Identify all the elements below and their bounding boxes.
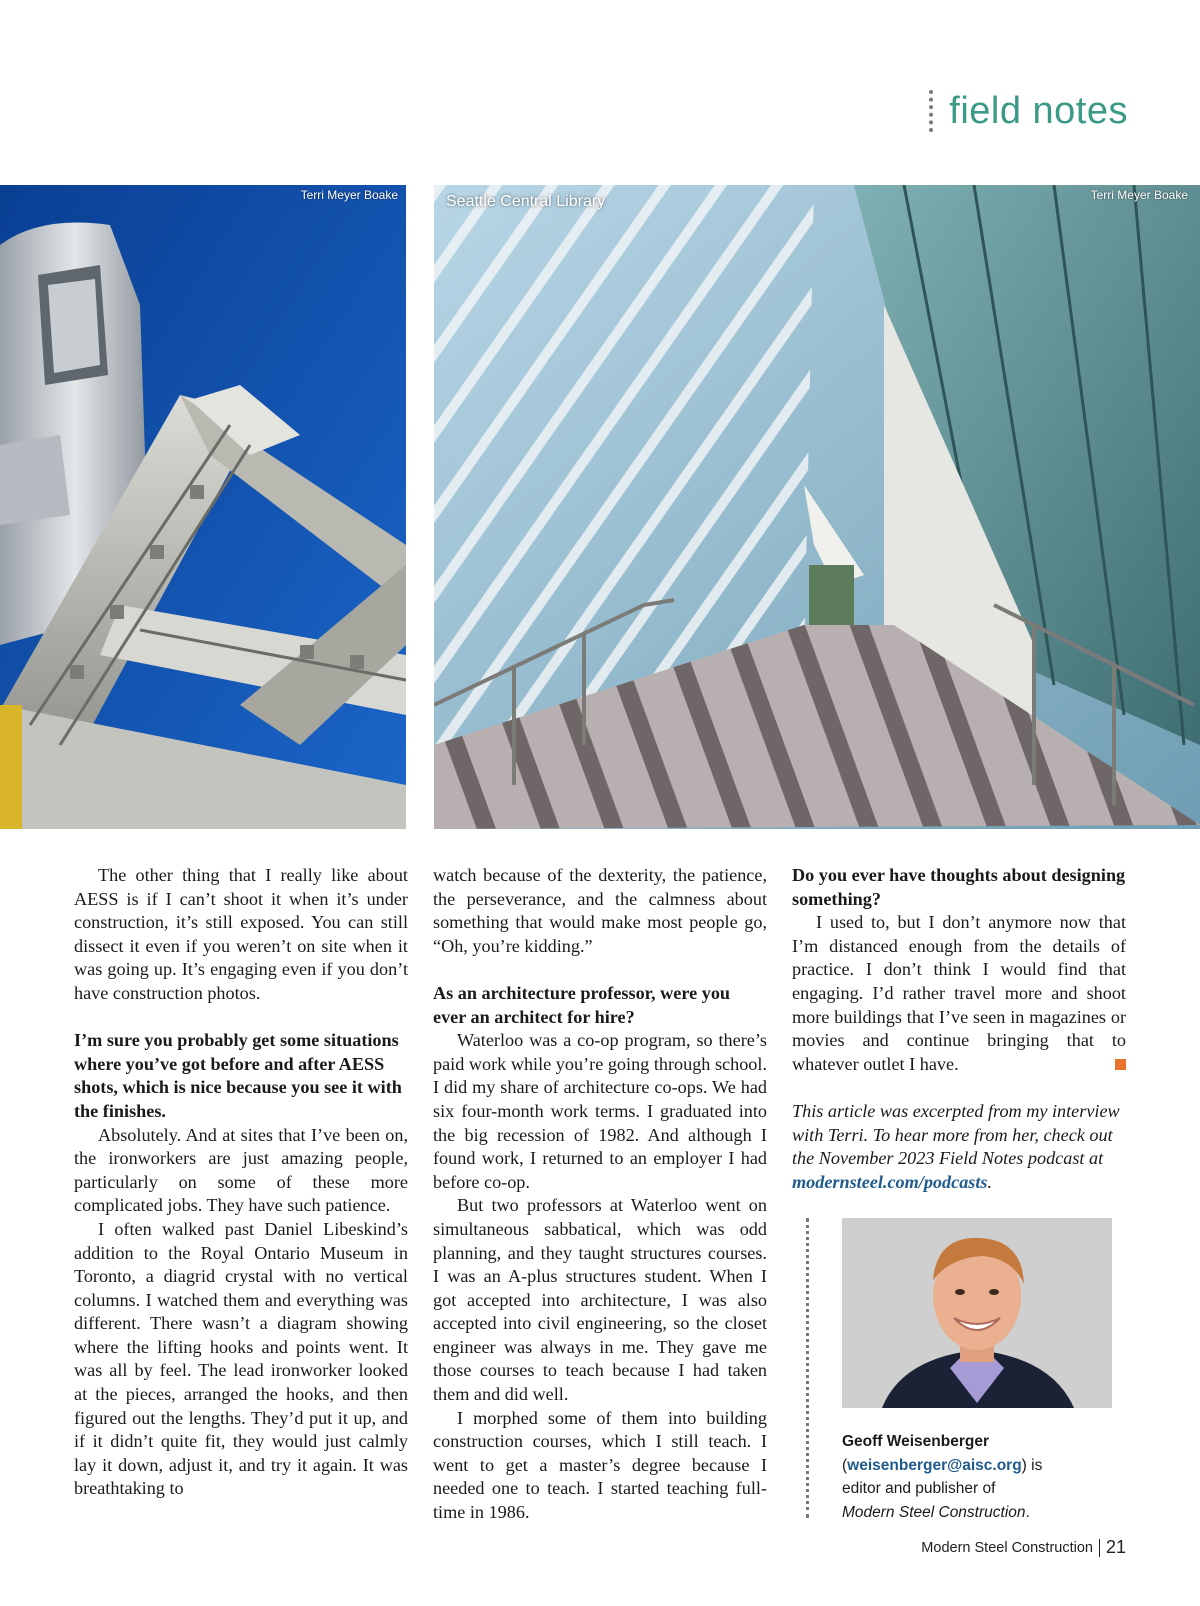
steel-structure-image — [0, 185, 406, 829]
paragraph: Absolutely. And at sites that I’ve been on, the ironworkers are just amazing people, particularly on some of these more complicated jobs. They have such patience. — [74, 1124, 408, 1216]
magazine-name: Modern Steel Construction — [921, 1539, 1093, 1556]
paragraph — [792, 911, 1126, 1076]
page-number: 21 — [1105, 1537, 1126, 1557]
left-photo — [0, 185, 406, 829]
photo-credit: Terri Meyer Boake — [300, 188, 398, 202]
right-photo — [434, 185, 1200, 829]
end-of-article-mark — [1115, 1059, 1126, 1070]
dotted-rule — [806, 1218, 809, 1518]
photo-caption: Seattle Central Library — [446, 193, 606, 210]
author-contact-line — [842, 1454, 1102, 1478]
editor-note-text: This article was excerpted from my interview with Terri. To hear more from her, check out the November 2023 Field Notes podcast at — [792, 1100, 1120, 1169]
footer-divider — [1099, 1539, 1100, 1557]
author-headshot — [842, 1218, 1112, 1408]
author-bio — [842, 1430, 1102, 1524]
bio-period: . — [1025, 1503, 1030, 1521]
article-column-3 — [792, 864, 1126, 1194]
paragraph: Waterloo was a co-op program, so there’s paid work while you’re going through school. I did my share of architecture co-ops. We had six four-month work terms. I graduated into the big recession of 1982. And although I found work, I returned to an employer I had before co-op. — [433, 1030, 767, 1192]
article-column-1 — [74, 864, 408, 1501]
author-name: Geoff Weisenberger — [842, 1433, 990, 1450]
section-title: field notes — [949, 89, 1128, 132]
bio-text: editor and publisher of — [842, 1480, 996, 1497]
open-paren: ( — [842, 1456, 848, 1474]
paragraph: But two professors at Waterloo went on simultaneous sabbatical, which was odd planning, and they taught structures courses. I was an A-plus structures student. When I got accepted into architecture, I was also accepted into civil engineering, so the closet engineer was always in me. They gave me those courses to teach because I had taken them and did well. — [433, 1195, 767, 1405]
paragraph: watch because of the dexterity, the patience, the perseverance, and the calmness about something that would make most people go, “Oh, you’re kidding.” — [433, 865, 767, 956]
headshot-image — [842, 1218, 1112, 1408]
paragraph: The other thing that I really like about AESS is if I can’t shoot it when it’s under construction, it’s still exposed. You can still dissect it even if you weren’t on site when it was going up. It’s engaging even if you don’t have construction photos. — [74, 865, 408, 1003]
interview-question: I’m sure you probably get some situations where you’ve got before and after AESS shots, which is nice because you see it with the finishes. — [74, 1030, 402, 1121]
podcast-link[interactable]: modernsteel.com/podcasts — [792, 1171, 988, 1192]
paragraph: I often walked past Daniel Libeskind’s addition to the Royal Ontario Museum in Toronto, a diagrid crystal with no vertical columns. I watched them and everything was different. There wasn’t a diagram showing where the lifting hooks and points went. It was all by feel. The lead ironworker looked at the pieces, arranged the hooks, and then figured out the lengths. They’d put it up, and if it didn’t quite fit, they would just calmly lay it down, adjust it, and try it again. It was breathtaking to — [74, 1218, 408, 1499]
author-email-link[interactable]: weisenberger@aisc.org — [847, 1456, 1022, 1474]
publication-name: Modern Steel Construction — [842, 1503, 1026, 1521]
dotted-rule — [929, 90, 933, 132]
bio-text: ) is — [1021, 1456, 1043, 1474]
page-footer — [921, 1537, 1126, 1558]
paragraph-text: I used to, but I don’t anymore now that I’m distanced enough from the details of practice. I don’t think I would find that engaging. I’d rather travel more and shoot more buildings that I’ve seen in magazines or movies and continue bringing that to whatever outlet I have. — [792, 912, 1126, 1074]
photo-credit: Terri Meyer Boake — [1090, 188, 1188, 202]
interview-question: Do you ever have thoughts about designing something? — [792, 865, 1126, 909]
note-period: . — [987, 1171, 993, 1192]
article-column-2 — [433, 864, 767, 1525]
publication-line — [842, 1501, 1102, 1525]
interview-question: As an architecture professor, were you ever an architect for hire? — [433, 982, 731, 1027]
editor-note — [792, 1100, 1126, 1194]
library-walkway-image — [434, 185, 1200, 829]
paragraph: I morphed some of them into building construction courses, which I still teach. I went to get a master’s degree because I needed one to teach. I started teaching full-time in 1986. — [433, 1407, 767, 1523]
section-header — [929, 86, 1128, 136]
